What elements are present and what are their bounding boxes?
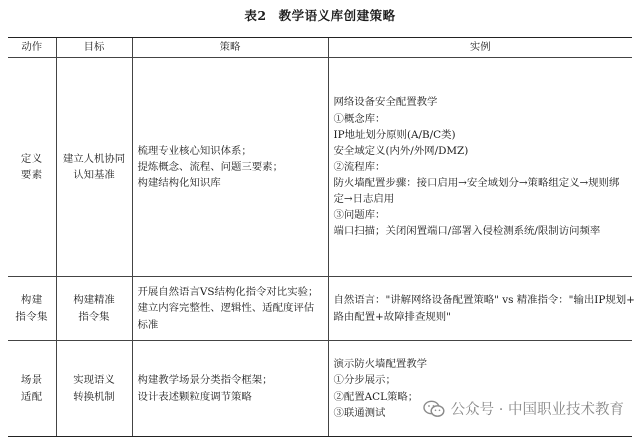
example-line: ③联通测试 [333, 406, 386, 419]
goal-line: 构建精准 [73, 294, 115, 307]
goal-cell [56, 277, 132, 341]
table-row [8, 58, 632, 277]
action-line: 指令集 [15, 310, 49, 323]
example-line: 定→日志启用 [333, 193, 395, 206]
goal-line: 转换机制 [73, 390, 115, 403]
strategy-cell [132, 277, 328, 341]
header-row [8, 38, 632, 58]
goal-cell [56, 58, 132, 277]
strategy-line: 提炼概念、流程、问题三要素； [137, 160, 283, 173]
action-line: 要素 [20, 169, 43, 181]
goal-line: 实现语义 [73, 374, 115, 387]
header-action: 动作 [8, 38, 56, 58]
goal-line: 指令集 [78, 310, 110, 323]
example-line: IP地址划分原则(A/B/C类) [333, 128, 456, 141]
example-line: ①概念库： [333, 112, 386, 125]
example-line: 防火墙配置步骤：接口启用→安全域划分→策略组定义→规则绑 [333, 177, 620, 190]
strategy-cell [132, 341, 328, 437]
watermark-text: 公众号 · 中国职业技术教育 [450, 402, 624, 418]
table-row [8, 341, 632, 437]
header-goal: 目标 [56, 38, 132, 58]
strategy-line: 开展自然语言VS结构化指令对比实验； [137, 286, 319, 299]
example-line: 路由配置+故障排查规则" [333, 310, 451, 323]
example-line: 网络设备安全配置教学 [333, 96, 438, 109]
wechat-icon [423, 400, 445, 418]
strategy-table [8, 37, 635, 437]
action-line: 构建 [20, 294, 43, 307]
strategy-line: 设计表述颗粒度调节策略 [137, 390, 252, 403]
example-line: 端口扫描；关闭闲置端口/部署入侵检测系统/限制访问频率 [333, 225, 601, 238]
example-line: ①分步展示； [333, 374, 396, 387]
example-line: ②流程库： [333, 160, 386, 173]
header-strategy: 策略 [132, 38, 328, 58]
header-example: 实例 [328, 38, 632, 58]
strategy-cell [132, 58, 328, 277]
goal-cell [56, 341, 132, 437]
goal-line: 建立人机协同 [62, 152, 126, 165]
strategy-line: 构建教学场景分类指令框架； [137, 374, 273, 387]
table-row [8, 277, 632, 341]
watermark [421, 396, 626, 421]
action-line: 场景 [20, 374, 43, 387]
example-line: 演示防火墙配置教学 [333, 358, 428, 371]
strategy-line: 梳理专业核心知识体系； [137, 144, 252, 157]
example-cell [328, 277, 635, 341]
goal-line: 认知基准 [73, 169, 115, 181]
example-line: 安全域定义(内外/外网/DMZ) [333, 144, 469, 157]
strategy-line: 建立内容完整性、逻辑性、适配度评估标准 [137, 302, 315, 331]
strategy-line: 构建结构化知识库 [137, 177, 221, 190]
table-caption [0, 6, 640, 24]
action-cell [8, 341, 56, 437]
example-line: 自然语言："讲解网络设备配置策略" vs 精准指令："输出IP规划+ [333, 294, 635, 307]
caption-number: 表2 [244, 8, 267, 23]
caption-title: 教学语义库创建策略 [278, 8, 396, 23]
example-cell [328, 58, 632, 277]
action-line: 定义 [20, 152, 43, 165]
example-line: ③问题库： [333, 209, 386, 222]
action-cell [8, 58, 56, 277]
example-cell [328, 341, 632, 437]
action-line: 适配 [20, 390, 43, 403]
example-line: ②配置ACL策略； [333, 390, 419, 403]
action-cell [8, 277, 56, 341]
